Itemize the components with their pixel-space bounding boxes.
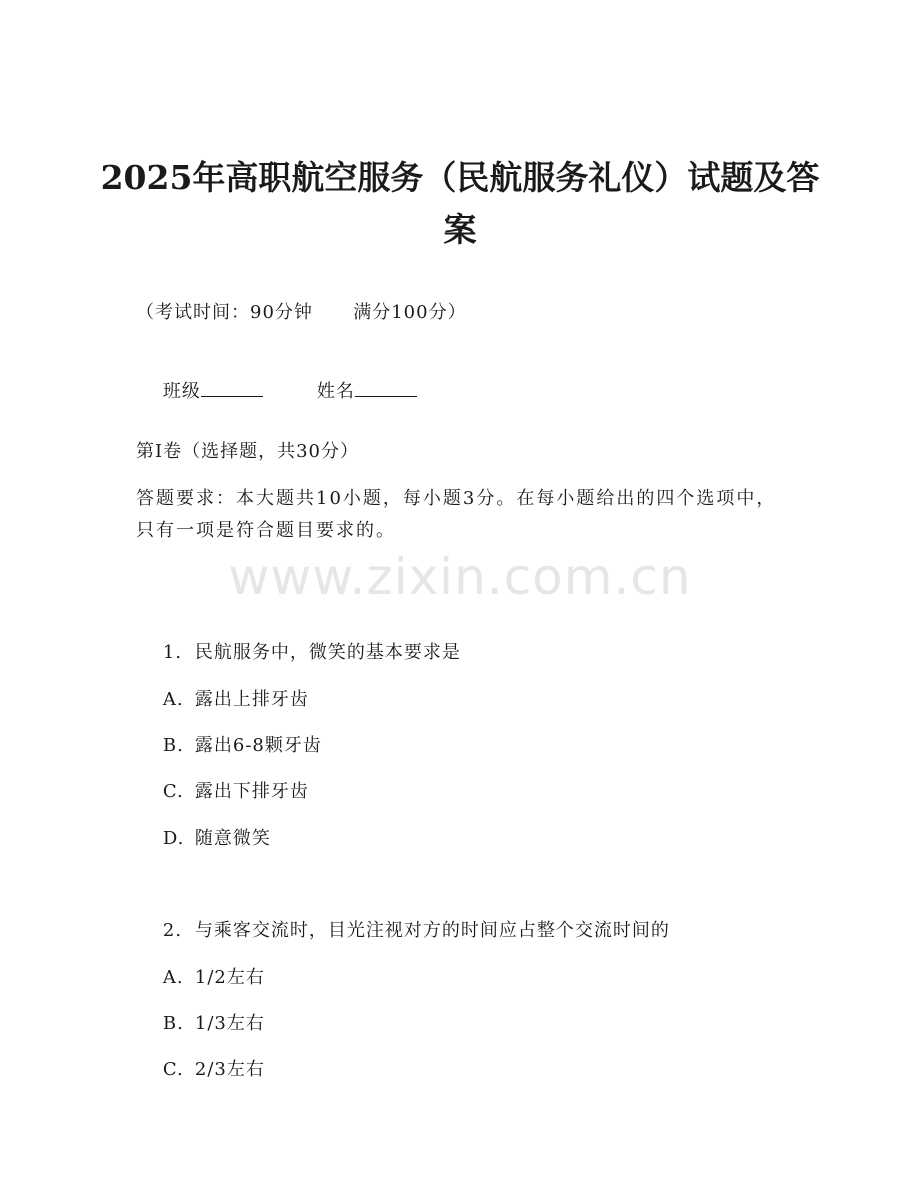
- question-text: 与乘客交流时，目光注视对方的时间应占整个交流时间的: [194, 920, 670, 941]
- student-info-row: [136, 346, 417, 437]
- option-letter: C.: [162, 1059, 184, 1080]
- option-text: 露出上排牙齿: [194, 689, 309, 710]
- question-number: 1.: [162, 642, 183, 663]
- section-title: 第I卷（选择题，共30分）: [136, 441, 360, 462]
- option-letter: B.: [162, 735, 184, 756]
- document-title: 2025年高职航空服务（民航服务礼仪）试题及答案: [100, 158, 820, 249]
- instructions: 答题要求：本大题共10小题，每小题3分。在每小题给出的四个选项中，只有一项是符合题目要求的。: [136, 488, 777, 541]
- watermark: www.zixin.com.cn: [228, 548, 692, 606]
- question-text: 民航服务中，微笑的基本要求是: [194, 642, 461, 663]
- option-letter: D.: [162, 828, 185, 849]
- question-number: 2.: [162, 920, 183, 941]
- option-letter: C.: [162, 781, 184, 802]
- option-text: 露出6-8颗牙齿: [194, 735, 322, 756]
- option-text: 1/3左右: [194, 1013, 265, 1034]
- class-label: 班级: [162, 381, 201, 402]
- option-text: 露出下排牙齿: [194, 781, 309, 802]
- option-item: [136, 794, 271, 884]
- option-letter: A.: [162, 967, 184, 988]
- option-item: [136, 1025, 265, 1115]
- class-blank: [201, 376, 263, 397]
- option-text: 2/3左右: [194, 1059, 265, 1080]
- option-text: 随意微笑: [194, 828, 271, 849]
- exam-info: （考试时间：90分钟 满分100分）: [136, 302, 467, 323]
- option-letter: B.: [162, 1013, 184, 1034]
- name-label: 姓名: [316, 381, 355, 402]
- option-letter: A.: [162, 689, 184, 710]
- option-text: 1/2左右: [194, 967, 265, 988]
- name-blank: [355, 376, 417, 397]
